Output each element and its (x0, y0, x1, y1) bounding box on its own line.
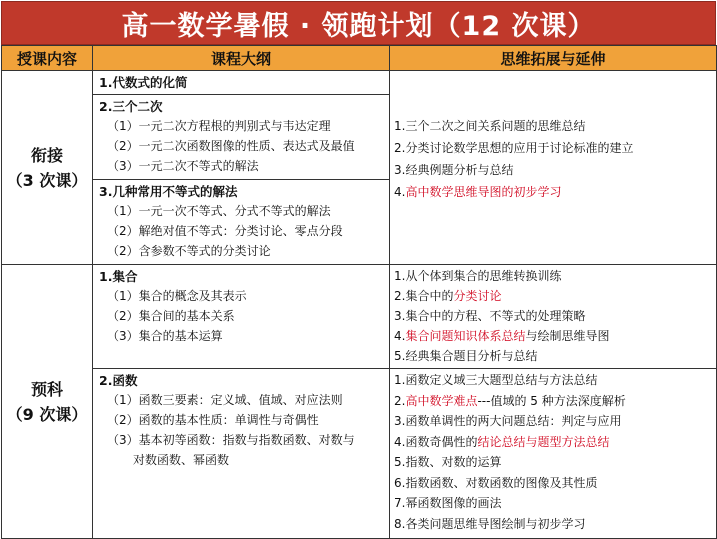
topic-heading: 2.三个二次 (99, 99, 163, 114)
topic-box (93, 265, 389, 349)
topic-item: 对数函数、幂函数 (133, 453, 230, 467)
extension-item: 4.函数奇偶性的结论总结与题型方法总结 (394, 434, 610, 449)
extension-item: 3.经典例题分析与总结 (394, 163, 514, 177)
section-row-prep-set (2, 265, 717, 369)
topic-box (93, 95, 389, 180)
page-title: 高一数学暑假 · 领跑计划（12 次课） (1, 1, 716, 45)
extension-item: 3.函数单调性的两大问题总结：判定与应用 (394, 414, 622, 428)
topic-item: （3）一元二次不等式的解法 (107, 159, 259, 173)
topic-item: （2）含参数不等式的分类讨论 (107, 244, 271, 258)
topic-item: （1）函数三要素：定义域、值域、对应法则 (107, 393, 343, 407)
section-label (2, 71, 93, 265)
header-outline: 课程大纲 (93, 46, 390, 71)
extension-item: 2.分类讨论数学思想的应用于讨论标准的建立 (394, 141, 634, 155)
section-row-bridge (2, 71, 717, 265)
header-content: 授课内容 (2, 46, 93, 71)
section-name: 衔接 (30, 145, 63, 165)
topic-heading: 1.集合 (99, 269, 138, 284)
extension-item: 4.集合问题知识体系总结与绘制思维导图 (394, 329, 610, 343)
topic-item: （2）解绝对值不等式：分类讨论、零点分段 (107, 224, 343, 238)
outline-cell (93, 369, 390, 539)
section-label (2, 265, 93, 539)
topic-item: （3）基本初等函数：指数与指数函数、对数与 (107, 433, 355, 447)
section-count: （3 次课） (6, 170, 88, 190)
topic-heading: 3.几种常用不等式的解法 (99, 184, 238, 199)
topic-item: （2）集合间的基本关系 (107, 309, 235, 323)
topic-item: （3）集合的基本运算 (107, 329, 223, 343)
section-count: （9 次课） (6, 404, 88, 424)
topic-box (93, 180, 389, 264)
section-row-prep-function (2, 369, 717, 539)
extension-item: 2.高中数学难点---值域的 5 种方法深度解析 (394, 393, 626, 408)
extension-cell (390, 369, 717, 539)
topic-heading: 2.函数 (99, 373, 138, 388)
outline-cell (93, 265, 390, 369)
topic-item: （1）一元一次不等式、分式不等式的解法 (107, 204, 331, 218)
topic-item: （1）一元二次方程根的判别式与韦达定理 (107, 119, 331, 133)
extension-item: 7.幂函数图像的画法 (394, 496, 502, 510)
extension-item: 4.高中数学思维导图的初步学习 (394, 185, 562, 199)
extension-cell (390, 265, 717, 369)
header-row (2, 46, 717, 71)
extension-item: 3.集合中的方程、不等式的处理策略 (394, 309, 586, 323)
extension-item: 6.指数函数、对数函数的图像及其性质 (394, 475, 598, 490)
extension-cell (390, 71, 717, 265)
extension-item: 8.各类问题思维导图绘制与初步学习 (394, 516, 586, 531)
header-extension: 思维拓展与延伸 (390, 46, 717, 71)
extension-item: 2.集合中的分类讨论 (394, 289, 502, 303)
extension-item: 1.从个体到集合的思维转换训练 (394, 269, 562, 283)
topic-box (93, 71, 389, 95)
section-name: 预科 (30, 379, 63, 399)
topic-item: （1）集合的概念及其表示 (107, 289, 247, 303)
extension-item: 1.函数定义域三大题型总结与方法总结 (394, 373, 598, 387)
extension-item: 1.三个二次之间关系问题的思维总结 (394, 119, 586, 133)
outline-cell (93, 71, 390, 265)
topic-item: （2）函数的基本性质：单调性与奇偶性 (107, 413, 319, 427)
course-table (1, 45, 717, 539)
topic-box (93, 369, 389, 473)
extension-item: 5.指数、对数的运算 (394, 455, 502, 469)
topic-heading: 1.代数式的化简 (99, 75, 188, 90)
topic-item: （2）一元二次函数图像的性质、表达式及最值 (107, 139, 355, 153)
extension-item: 5.经典集合题目分析与总结 (394, 349, 538, 363)
